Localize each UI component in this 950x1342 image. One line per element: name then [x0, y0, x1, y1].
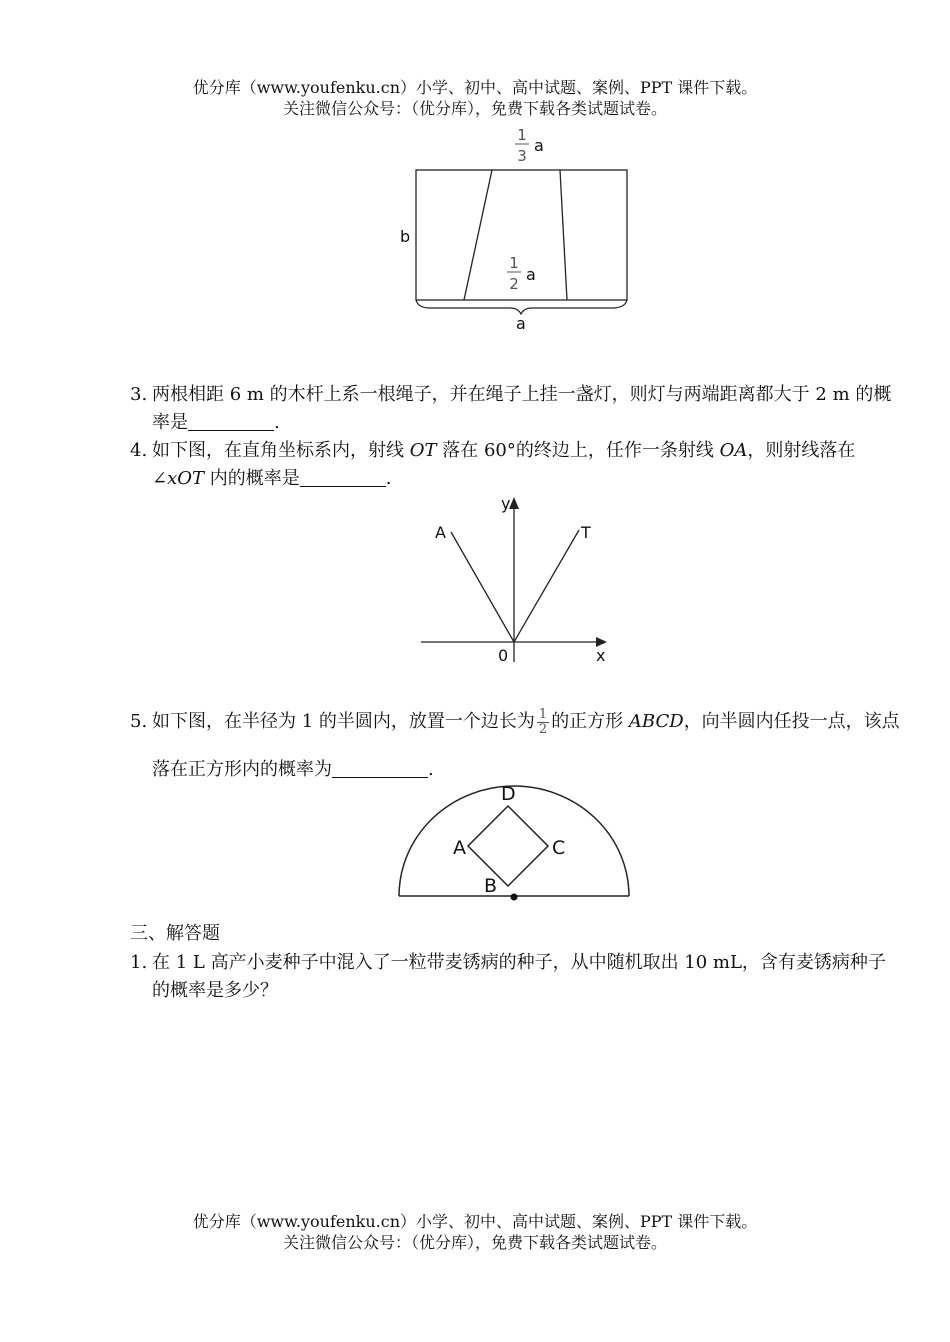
solution-question-1-text: 在 1 L 高产小麦种子中混入了一粒带麦锈病的种子，从中随机取出 10 mL，含有麦锈病种子的概率是多少？ — [152, 952, 886, 1001]
question-5-var-abcd: ABCD — [628, 711, 684, 732]
vertex-d-label: D — [501, 783, 516, 805]
question-4-text-1: 如下图，在直角坐标系内，射线 — [152, 440, 410, 461]
top-label-variable: a — [534, 136, 544, 155]
ray-a-label: A — [435, 523, 446, 542]
question-4-number: 4. — [130, 440, 148, 461]
vertex-b-label: B — [484, 875, 498, 897]
mid-label-variable: a — [526, 265, 536, 284]
question-4-answer-blank[interactable] — [300, 466, 386, 487]
header-line-2: 关注微信公众号：（优分库），免费下载各类试题试卷。 — [282, 99, 667, 118]
y-axis-label: y — [501, 494, 511, 513]
question-4-text-2: 落在 60°的终边上，任作一条射线 — [436, 440, 720, 461]
question-4-var-ot: OT — [409, 440, 437, 461]
mid-label-denominator: 2 — [509, 275, 519, 293]
question-5-text-1: 如下图，在半径为 1 的半圆内，放置一个边长为 — [152, 711, 535, 732]
ray-ot — [514, 530, 579, 642]
y-axis-arrow — [509, 497, 519, 509]
question-5-answer-blank[interactable] — [332, 757, 428, 778]
question-4 — [130, 437, 900, 493]
question-3-end: . — [274, 412, 280, 433]
center-point — [511, 894, 518, 901]
square-abcd — [468, 806, 548, 886]
question-4-var-oa: OA — [719, 440, 748, 461]
origin-label: 0 — [498, 646, 509, 665]
question-5-frac-num: 1 — [538, 706, 548, 722]
question-4-text-4: 内的概率是 — [204, 468, 300, 489]
trapezoid-left-side — [464, 170, 492, 300]
top-label-denominator: 3 — [517, 147, 527, 165]
question-5-fraction — [537, 708, 549, 737]
question-3 — [130, 381, 900, 437]
top-label-numerator: 1 — [517, 126, 527, 144]
question-4-text-3: ，则射线落在∠ — [152, 440, 856, 489]
outer-rectangle — [416, 170, 627, 300]
question-5-text-2: 的正方形 — [551, 711, 629, 732]
figure-semicircle-square — [390, 778, 640, 908]
question-4-end: . — [385, 468, 392, 489]
question-4-var-xot: xOT — [167, 468, 205, 489]
question-3-text: 两根相距 6 m 的木杆上系一根绳子，并在绳子上挂一盏灯，则灯与两端距离都大于 2 m 的概率是 — [152, 384, 892, 433]
bottom-label-a: a — [516, 314, 526, 333]
question-5-frac-den: 2 — [538, 721, 548, 737]
question-5-end: . — [428, 759, 434, 780]
page-footer — [0, 1211, 950, 1253]
vertex-a-label: A — [453, 837, 466, 859]
section-3-title: 三、解答题 — [130, 923, 220, 944]
question-5-text-3: ，向半圆内任投一点，该点落在正方形内的概率为 — [152, 711, 900, 780]
vertex-c-label: C — [552, 837, 566, 859]
page-header — [0, 77, 950, 119]
ray-t-label: T — [581, 523, 591, 542]
footer-line-2: 关注微信公众号：（优分库），免费下载各类试题试卷。 — [282, 1233, 667, 1252]
mid-label-numerator: 1 — [509, 254, 519, 272]
figure-coordinate-rays — [415, 490, 615, 670]
bottom-brace — [416, 300, 627, 314]
header-line-1: 优分库（www.youfenku.cn）小学、初中、高中试题、案例、PPT 课件下载。 — [192, 78, 758, 97]
solution-question-1-number: 1. — [130, 952, 148, 973]
question-3-number: 3. — [130, 384, 148, 405]
x-axis-label: x — [596, 646, 606, 665]
figure-rectangle-trapezoid — [390, 122, 650, 337]
ray-oa — [451, 532, 514, 642]
solution-question-1 — [130, 949, 900, 1005]
question-3-answer-blank[interactable] — [188, 410, 274, 431]
footer-line-1: 优分库（www.youfenku.cn）小学、初中、高中试题、案例、PPT 课件下载。 — [192, 1212, 758, 1231]
trapezoid-right-side — [560, 170, 567, 300]
question-5-number: 5. — [130, 711, 148, 732]
side-label-b: b — [400, 227, 411, 246]
